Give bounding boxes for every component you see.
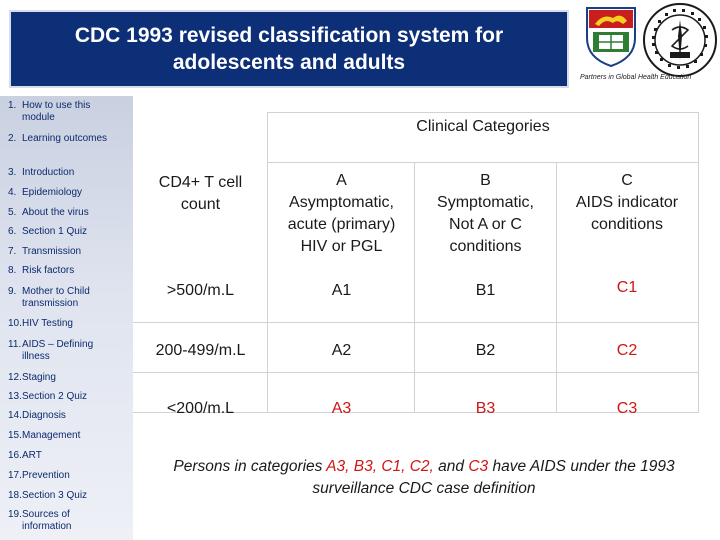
sidebar-item-number: 3. — [8, 167, 17, 178]
sidebar-item-section-3-quiz[interactable] — [0, 490, 132, 502]
footnote-suffix: have AIDS under the 1993 surveillance CDC case definition — [312, 458, 675, 497]
sidebar-item-aids-defining-illness[interactable] — [0, 339, 117, 363]
sidebar-item-label: Staging — [22, 372, 56, 383]
table-divider — [267, 112, 268, 162]
cell-c1: C1 — [616, 279, 638, 296]
footnote-category-c3: C3 — [468, 458, 489, 475]
sidebar-item-label: About the virus — [22, 207, 89, 218]
sidebar-item-epidemiology[interactable] — [0, 187, 117, 199]
clinical-categories-header: Clinical Categories — [416, 118, 550, 135]
cell-a1: A1 — [331, 282, 352, 299]
classification-table — [133, 96, 720, 436]
sidebar-item-risk-factors[interactable] — [0, 265, 117, 277]
category-a-description: Asymptomatic, acute (primary) HIV or PGL — [287, 194, 396, 255]
sidebar-item-number: 1. — [8, 100, 17, 111]
sidebar-item-sources-of-information[interactable] — [0, 509, 117, 533]
cd4-range-row-1: >500/m.L — [166, 282, 235, 299]
table-divider — [267, 162, 268, 412]
sidebar-item-label: Management — [22, 430, 81, 441]
sidebar-item-number: 2. — [8, 133, 17, 144]
category-b-letter: B — [480, 172, 491, 189]
sidebar-item-label: Epidemiology — [22, 187, 83, 198]
sidebar-item-hiv-testing[interactable] — [0, 318, 117, 330]
footnote-categories-highlight: A3, B3, C1, C2, — [326, 458, 434, 475]
sidebar-item-number: 5. — [8, 207, 17, 218]
table-divider — [267, 162, 698, 163]
title-banner — [9, 10, 569, 88]
category-a-letter: A — [336, 172, 347, 189]
sidebar-item-mother-to-child[interactable] — [0, 286, 117, 310]
sidebar-item-number: 4. — [8, 187, 17, 198]
sidebar-item-label: AIDS – Defining illness — [22, 339, 94, 362]
sidebar-item-number: 16. — [8, 450, 22, 461]
sidebar-item-diagnosis[interactable] — [0, 410, 117, 422]
sidebar-item-number: 12. — [8, 372, 22, 383]
sidebar-item-label: ART — [22, 450, 42, 461]
sidebar — [0, 96, 133, 540]
cell-a3: A3 — [331, 400, 352, 417]
aids-definition-footnote — [140, 456, 708, 500]
category-c-letter: C — [621, 172, 633, 189]
cell-c2: C2 — [616, 342, 638, 359]
cell-b3: B3 — [475, 400, 496, 417]
footnote-prefix: Persons in categories — [173, 458, 327, 475]
cell-a2: A2 — [331, 342, 352, 359]
sidebar-item-how-to-use[interactable] — [0, 100, 117, 124]
table-divider — [414, 162, 415, 412]
sidebar-item-number: 9. — [8, 286, 17, 297]
sidebar-item-label: Section 2 Quiz — [22, 391, 88, 402]
sidebar-item-label: Mother to Child transmission — [22, 286, 90, 309]
sidebar-item-label: Section 1 Quiz — [22, 226, 88, 237]
college-of-medicine-seal-icon — [642, 2, 718, 78]
table-border — [267, 112, 699, 113]
sidebar-item-label: Risk factors — [22, 265, 75, 276]
sidebar-item-number: 17. — [8, 470, 22, 481]
sidebar-item-about-the-virus[interactable] — [0, 207, 117, 219]
sidebar-item-number: 19. — [8, 509, 22, 520]
table-divider — [133, 322, 698, 323]
page-title: CDC 1993 revised classification system for adolescents and adults — [74, 24, 504, 74]
table-divider — [698, 112, 699, 412]
sidebar-item-number: 18. — [8, 490, 22, 501]
sidebar-item-learning-outcomes[interactable] — [0, 133, 117, 145]
cell-b1: B1 — [475, 282, 496, 299]
sidebar-item-number: 8. — [8, 265, 17, 276]
cd4-range-row-2: 200-499/m.L — [155, 342, 246, 359]
sidebar-item-label: Introduction — [22, 167, 75, 178]
university-crest-icon — [583, 4, 639, 68]
sidebar-item-label: Prevention — [22, 470, 70, 481]
slide-header — [0, 0, 720, 96]
sidebar-item-number: 6. — [8, 226, 17, 237]
cell-c3: C3 — [616, 400, 638, 417]
category-c-description: AIDS indicator conditions — [575, 194, 679, 233]
sidebar-item-section-1-quiz[interactable] — [0, 226, 117, 238]
sidebar-item-number: 15. — [8, 430, 22, 441]
sidebar-item-label: Sources of information — [22, 509, 72, 532]
sidebar-item-section-2-quiz[interactable] — [0, 391, 132, 403]
sidebar-item-staging[interactable] — [0, 372, 117, 384]
sidebar-item-number: 11. — [8, 339, 22, 350]
sidebar-item-label: Learning outcomes — [22, 133, 108, 144]
table-divider — [133, 372, 698, 373]
sidebar-item-management[interactable] — [0, 430, 132, 442]
sidebar-item-label: Transmission — [22, 246, 82, 257]
sidebar-item-prevention[interactable] — [0, 470, 117, 482]
cell-b2: B2 — [475, 342, 496, 359]
sidebar-item-number: 14. — [8, 410, 22, 421]
sidebar-item-label: How to use this module — [22, 100, 91, 123]
sidebar-item-label: Diagnosis — [22, 410, 66, 421]
footnote-and: and — [433, 458, 469, 475]
cd4-range-row-3: <200/m.L — [166, 400, 235, 417]
sidebar-item-transmission[interactable] — [0, 246, 117, 258]
table-divider — [556, 162, 557, 412]
partners-tagline: Partners in Global Health Education — [580, 74, 692, 81]
sidebar-item-number: 13. — [8, 391, 22, 402]
sidebar-item-label: Section 3 Quiz — [22, 490, 88, 501]
sidebar-item-art[interactable] — [0, 450, 117, 462]
cd4-count-header: CD4+ T cell count — [158, 174, 243, 213]
sidebar-item-number: 10. — [8, 318, 22, 329]
sidebar-item-introduction[interactable] — [0, 167, 117, 179]
sidebar-item-label: HIV Testing — [22, 318, 73, 329]
sidebar-item-number: 7. — [8, 246, 17, 257]
category-b-description: Symptomatic, Not A or C conditions — [437, 194, 534, 255]
